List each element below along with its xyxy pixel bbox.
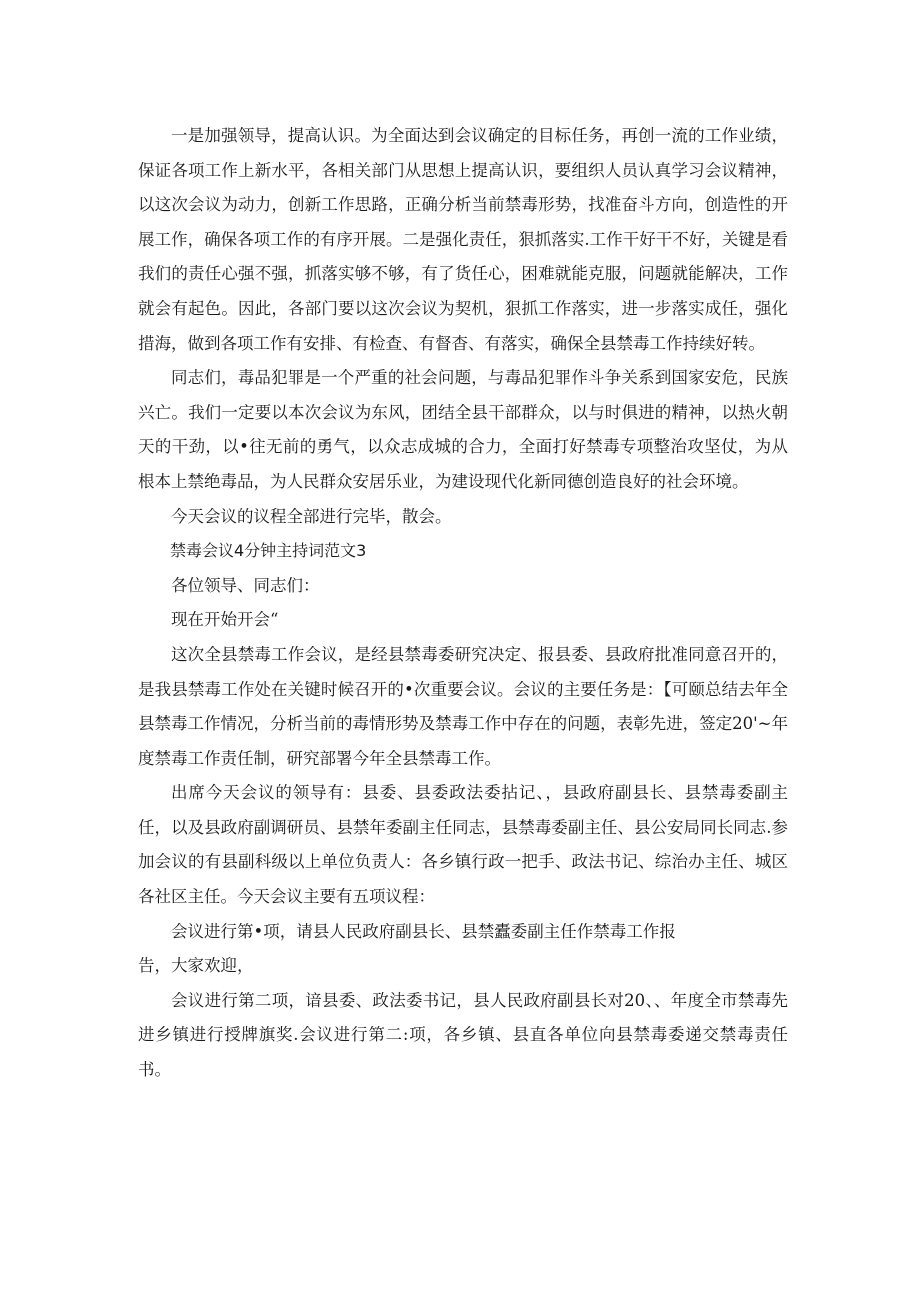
paragraph-agenda-item-two-three: 会议进行第二项，谙县委、政法委书记，县人民政府副县长对20、、年度全市禁毒先进乡镇进行授牌旗奖.会议进行第二:项，各乡镇、县直各单位向县禁毒委递交禁毒责任书。 [138,990,788,1080]
paragraph-salutation: 各位领导、同志们： [171,575,320,595]
document-body [138,119,788,1088]
paragraph-attendees: 出席今天会议的领导有：县委、县委政法委拈记、，县政府副县长、县禁毒委副主任，以及县政府副调研员、县禁年委副主任同志，县禁毒委副主任、县公安局同长同志.参加会议的有县副科级以上单位负责人：各乡镇行政一把手、政法书记、综治办主任、城区各社区主任。今天会议主要有五项议程： [138,783,788,907]
paragraph-meeting-adjourned: 今天会议的议程全部进行完毕，散会。 [171,506,452,526]
paragraph-agenda-item-one: 会议进行第•项，请县人民政府副县长、县禁蠹委副主任作禁毒工作报 [171,921,676,941]
paragraph-strengthen-leadership: 一是加强领导，提高认识。为全面达到会议确定的目标任务，再创一流的工作业绩，保证各项工作上新水平，各相关部门从思想上提高认识，要组织人员认真学习会议精神，以这次会议为动力，创新工作思路，正确分析当前禁毒形势，找准奋斗方向，创造性的开展工作，确保各项工作的有序开展。二是强化责任，狠抓落实.工作干好干不好，关键是看我们的责任心强不强，抓落实够不够，有了货任心，困难就能克服，问题就能解决，工作就会有起色。因此，各部门要以这次会议为契机，狠抓工作落实，进一步落实成任，强化措海，做到各项工作有安排、有检查、有督杳、有落实，确保全县禁毒工作持续好转。 [138,126,788,353]
section-heading: 禁毒会议4分钟主持词范文3 [170,541,367,561]
paragraph-meeting-purpose: 这次全县禁毒工作会议，是经县禁毒委研究决定、报县委、县政府批准同意召开的，是我县禁毒工作处在关键时候召开的•次重要会议。会议的主要任务是：【可颐总结去年全县禁毒工作情况，分析当前的毒情形势及禁毒工作中存在的问题，表彰先进，签定20'~年度禁毒工作责任制，研究部署今年全县禁毒工作。 [138,644,788,768]
paragraph-welcome: 告，大家欢迎， [138,956,254,976]
paragraph-comrades-appeal: 同志们，毒品犯罪是一个严重的社会问题，与毒品犯罪作斗争关系到国家安危，民族兴亡。我们一定要以本次会议为东风，团结全县干部群众，以与时俱进的精神，以热火朝天的干劲，以•往无前的勇气，以众志成城的合力，全面打好禁毒专项整治攻坚仗，为从根本上禁绝毒品，为人民群众安居乐业，为建设现代化新同德创造良好的社会环境。 [138,368,788,491]
paragraph-meeting-start: 现在开始开会“ [171,610,279,630]
